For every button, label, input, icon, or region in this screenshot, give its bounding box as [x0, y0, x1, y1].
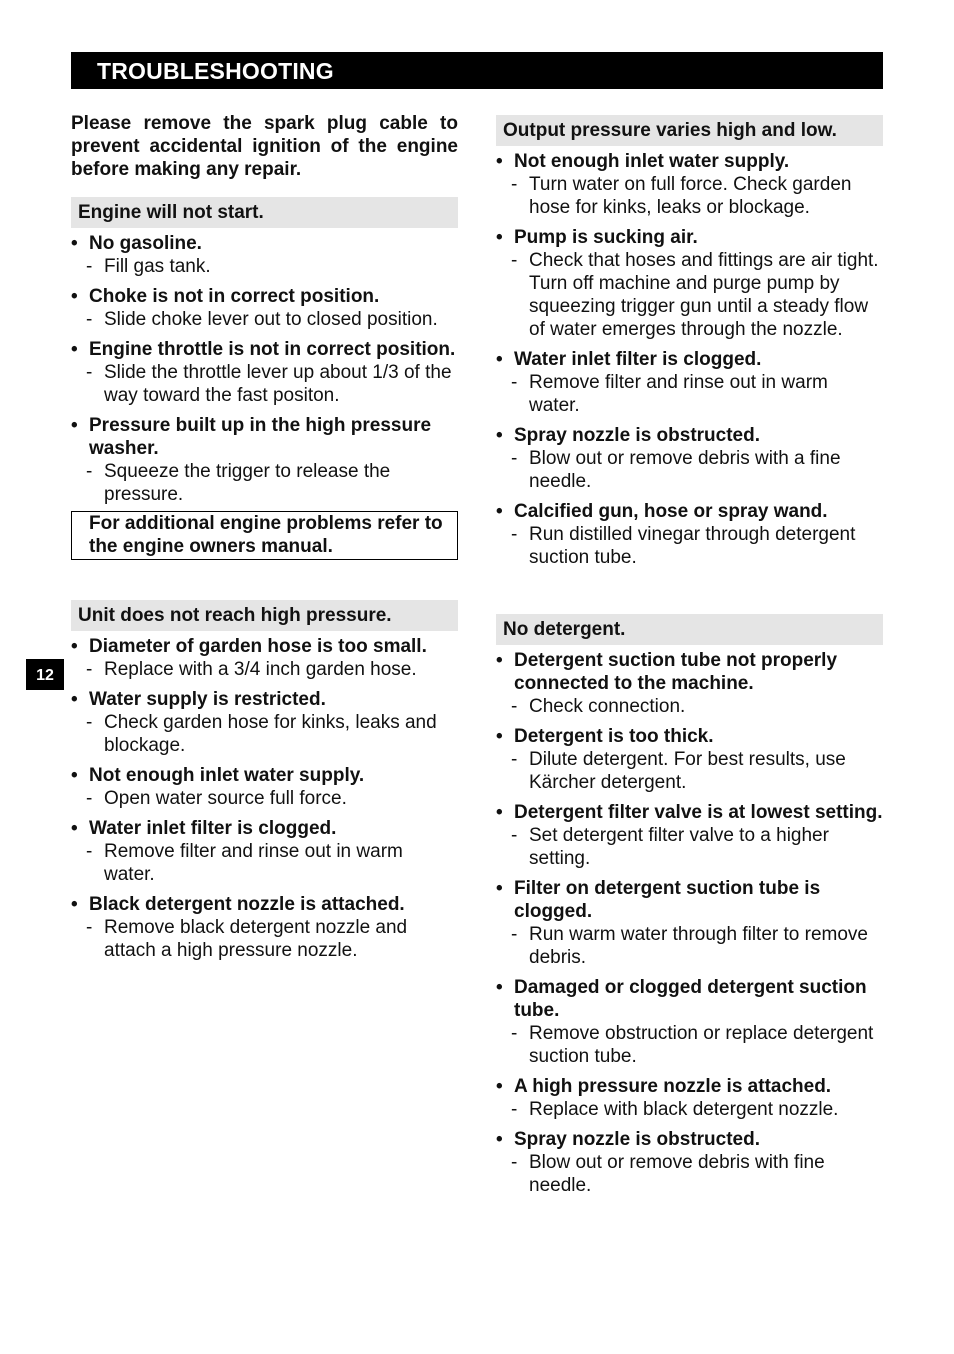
problem-cause: • Filter on detergent suction tube is clogged.	[496, 877, 883, 923]
problem-cause: • Not enough inlet water supply.	[496, 150, 883, 173]
problem-item	[496, 649, 883, 718]
problem-remedy: - Set detergent filter valve to a higher setting.	[496, 824, 883, 870]
problem-remedy: - Slide the throttle lever up about 1/3 of the way toward the fast positon.	[71, 361, 458, 407]
problem-remedy: - Slide choke lever out to closed position.	[71, 308, 458, 331]
problem-item	[71, 893, 458, 962]
problem-item	[71, 414, 458, 506]
section-title: Engine will not start.	[71, 197, 458, 228]
left-column	[71, 112, 458, 969]
problem-remedy: - Blow out or remove debris with fine needle.	[496, 1151, 883, 1197]
problem-cause: • Choke is not in correct position.	[71, 285, 458, 308]
problem-remedy: - Turn water on full force. Check garden hose for kinks, leaks or blockage.	[496, 173, 883, 219]
problem-cause: • Water supply is restricted.	[71, 688, 458, 711]
problem-cause: • Detergent suction tube not properly connected to the machine.	[496, 649, 883, 695]
problem-item	[496, 150, 883, 219]
problem-remedy: - Dilute detergent. For best results, use Kärcher detergent.	[496, 748, 883, 794]
problem-remedy: - Remove filter and rinse out in warm water.	[71, 840, 458, 886]
problem-remedy: - Check that hoses and fittings are air tight. Turn off machine and purge pump by squeezing trigger gun until a steady flow of water emerges through the nozzle.	[496, 249, 883, 341]
problem-item	[496, 725, 883, 794]
problem-item	[496, 348, 883, 417]
problem-cause: • Pressure built up in the high pressure washer.	[71, 414, 458, 460]
problem-cause: • Detergent filter valve is at lowest setting.	[496, 801, 883, 824]
problem-remedy: - Check connection.	[496, 695, 883, 718]
problem-remedy: - Remove filter and rinse out in warm water.	[496, 371, 883, 417]
problem-remedy: - Run distilled vinegar through detergent suction tube.	[496, 523, 883, 569]
section-unit-does-not-reach-high-pressure	[71, 600, 458, 962]
problem-cause: • Engine throttle is not in correct position.	[71, 338, 458, 361]
section-title: Unit does not reach high pressure.	[71, 600, 458, 631]
problem-item	[496, 877, 883, 969]
problem-cause: • Damaged or clogged detergent suction tube.	[496, 976, 883, 1022]
problem-remedy: - Replace with black detergent nozzle.	[496, 1098, 883, 1121]
problem-remedy: - Open water source full force.	[71, 787, 458, 810]
safety-warning: Please remove the spark plug cable to prevent accidental ignition of the engine before making any repair.	[71, 113, 458, 180]
problem-cause: • Water inlet filter is clogged.	[496, 348, 883, 371]
problem-item	[496, 500, 883, 569]
problem-cause: • Not enough inlet water supply.	[71, 764, 458, 787]
page-title: TROUBLESHOOTING	[71, 52, 883, 89]
problem-remedy: - Run warm water through filter to remove debris.	[496, 923, 883, 969]
problem-item	[71, 764, 458, 810]
problem-remedy: - Remove obstruction or replace detergent suction tube.	[496, 1022, 883, 1068]
problem-remedy: - Squeeze the trigger to release the pressure.	[71, 460, 458, 506]
problem-cause: • Black detergent nozzle is attached.	[71, 893, 458, 916]
problem-cause: • Spray nozzle is obstructed.	[496, 1128, 883, 1151]
problem-cause: • Pump is sucking air.	[496, 226, 883, 249]
problem-item	[71, 688, 458, 757]
problem-cause: • No gasoline.	[71, 232, 458, 255]
problem-item	[496, 226, 883, 341]
section-output-pressure-varies	[496, 115, 883, 569]
problem-remedy: - Remove black detergent nozzle and attach a high pressure nozzle.	[71, 916, 458, 962]
problem-item	[496, 1128, 883, 1197]
problem-item	[71, 232, 458, 278]
problem-remedy: - Replace with a 3/4 inch garden hose.	[71, 658, 458, 681]
section-engine-will-not-start	[71, 197, 458, 560]
problem-remedy: - Check garden hose for kinks, leaks and blockage.	[71, 711, 458, 757]
page-number: 12	[26, 659, 64, 690]
problem-remedy: - Blow out or remove debris with a fine needle.	[496, 447, 883, 493]
section-title: Output pressure varies high and low.	[496, 115, 883, 146]
section-no-detergent	[496, 614, 883, 1197]
problem-item	[71, 285, 458, 331]
engine-manual-note: For additional engine problems refer to the engine owners manual.	[71, 511, 458, 560]
problem-item	[496, 1075, 883, 1121]
problem-cause: • Detergent is too thick.	[496, 725, 883, 748]
problem-cause: • Calcified gun, hose or spray wand.	[496, 500, 883, 523]
problem-remedy: - Fill gas tank.	[71, 255, 458, 278]
problem-item	[496, 424, 883, 493]
problem-cause: • Diameter of garden hose is too small.	[71, 635, 458, 658]
problem-cause: • A high pressure nozzle is attached.	[496, 1075, 883, 1098]
problem-cause: • Spray nozzle is obstructed.	[496, 424, 883, 447]
problem-cause: • Water inlet filter is clogged.	[71, 817, 458, 840]
section-title: No detergent.	[496, 614, 883, 645]
problem-item	[496, 976, 883, 1068]
problem-item	[71, 817, 458, 886]
problem-item	[71, 338, 458, 407]
right-column	[496, 115, 883, 1204]
problem-item	[496, 801, 883, 870]
problem-item	[71, 635, 458, 681]
